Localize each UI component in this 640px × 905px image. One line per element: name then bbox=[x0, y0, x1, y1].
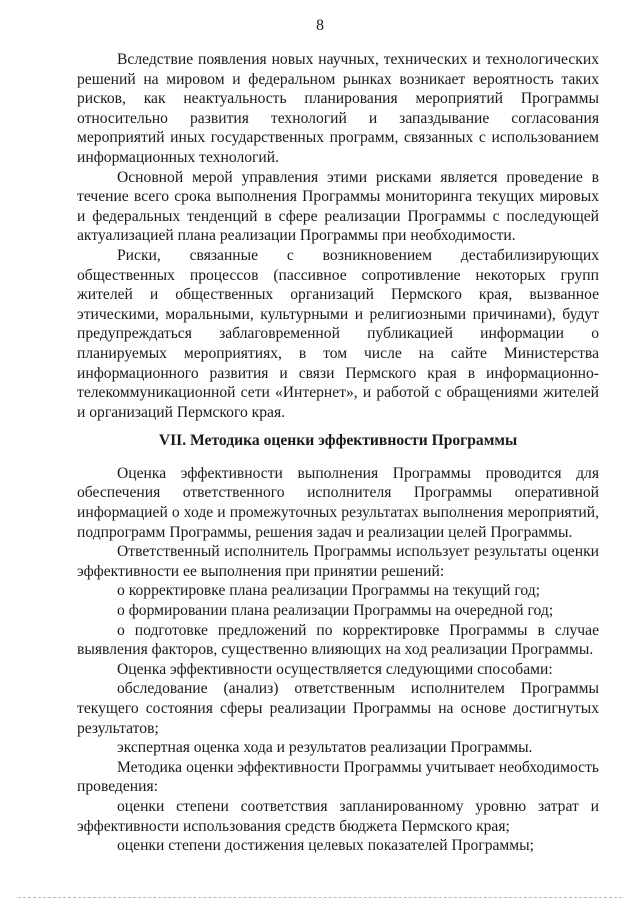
list-item-cost-assessment: оценки степени соответствия запланированному уровню затрат и эффективности использования средств бюджета Пермского края; bbox=[77, 797, 599, 835]
page-number: 8 bbox=[316, 17, 324, 34]
scan-edge-line bbox=[18, 897, 622, 898]
paragraph-methodology-requirements: Методика оценки эффективности Программы учитывает необходимость проведения: bbox=[77, 758, 599, 796]
paragraph-evaluation-purpose: Оценка эффективности выполнения Программы проводится для обеспечения ответственного исполнителя Программы оперативной информацией о ходе и промежуточных результатах выполнения мероприятий, подпрограмм Программы, решения задач и реализации целей Программы. bbox=[77, 464, 599, 541]
paragraph-social-processes-risk: Риски, связанные с возникновением дестабилизирующих общественных процессов (пассивное сопротивление некоторых групп жителей и общественных организаций Пермского края, вызванное этическими, моральными, культурными и религиозными причинами), будут предупреждаться заблаговременной публикацией информации о планируемых мероприятиях, в том числе на сайте Министерства информационного развития и связи Пермского края в информационно-телекоммуникационной сети «Интернет», и работой с обращениями жителей и организаций Пермского края. bbox=[77, 246, 599, 421]
paragraph-new-technologies-risk: Вследствие появления новых научных, технических и технологических решений на мировом и федеральном рынках возникает вероятность таких рисков, как неактуальность планирования мероприятий Программы относительно развития технологий и запаздывание согласования мероприятий иных государственных программ, связанных с использованием информационных технологий. bbox=[77, 51, 599, 166]
list-item-current-year-plan: о корректировке плана реализации Программы на текущий год; bbox=[117, 582, 540, 600]
paragraph-evaluation-usage: Ответственный исполнитель Программы использует результаты оценки эффективности ее выполнения при принятии решений: bbox=[77, 543, 599, 580]
section-heading: VII. Методика оценки эффективности Программы bbox=[158, 432, 518, 450]
list-item-analysis: обследование (анализ) ответственным исполнителем Программы текущего состояния сферы реализации Программы на основе достигнутых результатов; bbox=[77, 680, 599, 737]
list-item-target-indicators: оценки степени достижения целевых показателей Программы; bbox=[117, 837, 534, 855]
list-item-correction-proposals: о подготовке предложений по корректировке Программы в случае выявления факторов, существенно влияющих на ход реализации Программы. bbox=[77, 621, 599, 659]
paragraph-evaluation-methods: Оценка эффективности осуществляется следующими способами: bbox=[117, 660, 553, 678]
paragraph-risk-management-measure: Основной мерой управления этими рисками является проведение в течение всего срока выполнения Программы мониторинга текущих мировых и федеральных тенденций в сфере реализации Программы с последующей актуализацией плана реализации Программы при необходимости. bbox=[77, 168, 599, 245]
document-body bbox=[77, 50, 599, 856]
list-item-next-year-plan: о формировании плана реализации Программы на очередной год; bbox=[117, 602, 554, 620]
list-item-expert-assessment: экспертная оценка хода и результатов реализации Программы. bbox=[117, 739, 533, 757]
